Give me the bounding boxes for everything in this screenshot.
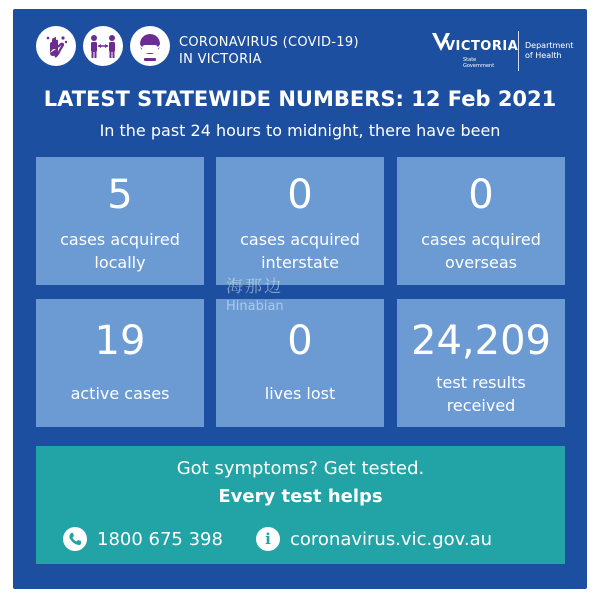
website-contact[interactable] <box>256 527 492 551</box>
stat-cases-local <box>36 157 204 285</box>
stat-value: 0 <box>287 172 313 218</box>
victoria-wordmark: VICTORIA <box>445 39 519 54</box>
covid-poster <box>13 9 587 589</box>
stat-cases-interstate <box>216 157 384 285</box>
stat-lives-lost <box>216 299 384 427</box>
headline: LATEST STATEWIDE NUMBERS: 12 Feb 2021 <box>43 87 557 111</box>
social-distancing-icon <box>83 26 123 66</box>
website-link[interactable]: coronavirus.vic.gov.au <box>290 528 493 550</box>
stat-label-line1: lives lost <box>264 384 336 403</box>
stat-label-line2: received <box>446 396 516 415</box>
department-of-health-label <box>525 41 573 61</box>
stat-label-line1: cases acquired <box>421 230 541 249</box>
hand-washing-icon <box>36 26 76 66</box>
stat-label-line1: cases acquired <box>240 230 360 249</box>
of-health-label: of Health <box>525 51 562 60</box>
stat-label-line2: overseas <box>445 253 517 272</box>
state-label: State <box>463 57 477 63</box>
stat-label-line2: interstate <box>261 253 339 272</box>
symptoms-banner <box>36 446 565 564</box>
stat-test-results <box>397 299 565 427</box>
state-government-label <box>463 57 494 69</box>
department-label: Department <box>525 41 574 50</box>
stat-value: 19 <box>94 318 146 364</box>
stat-label-line1: test results <box>436 373 526 392</box>
stat-value: 5 <box>107 172 133 218</box>
stat-cases-overseas <box>397 157 565 285</box>
stat-value: 0 <box>468 172 494 218</box>
subheadline: In the past 24 hours to midnight, there have been <box>99 121 501 140</box>
symptoms-message: Got symptoms? Get tested. <box>176 458 425 479</box>
info-icon: i <box>256 527 280 551</box>
header-icons <box>36 26 170 66</box>
every-test-helps-message: Every test helps <box>218 486 383 507</box>
watermark-cn: 海那边 <box>226 277 283 297</box>
campaign-title <box>179 34 359 68</box>
campaign-title-line2: IN VICTORIA <box>179 52 262 67</box>
phone-number: 1800 675 398 <box>97 528 223 550</box>
stat-label-line1: cases acquired <box>60 230 180 249</box>
watermark-en: Hinabian <box>226 299 284 314</box>
stat-label-line2: locally <box>94 253 146 272</box>
stat-value: 24,209 <box>411 318 551 364</box>
phone-icon <box>63 527 87 551</box>
logo-divider <box>518 31 519 71</box>
stat-value: 0 <box>287 318 313 364</box>
stat-label-line1: active cases <box>70 384 170 403</box>
face-mask-icon <box>130 26 170 66</box>
victoria-government-logo <box>431 29 574 73</box>
campaign-title-line1: CORONAVIRUS (COVID-19) <box>179 35 359 50</box>
stat-active-cases <box>36 299 204 427</box>
government-label: Government <box>463 63 495 69</box>
phone-contact[interactable] <box>63 527 223 551</box>
